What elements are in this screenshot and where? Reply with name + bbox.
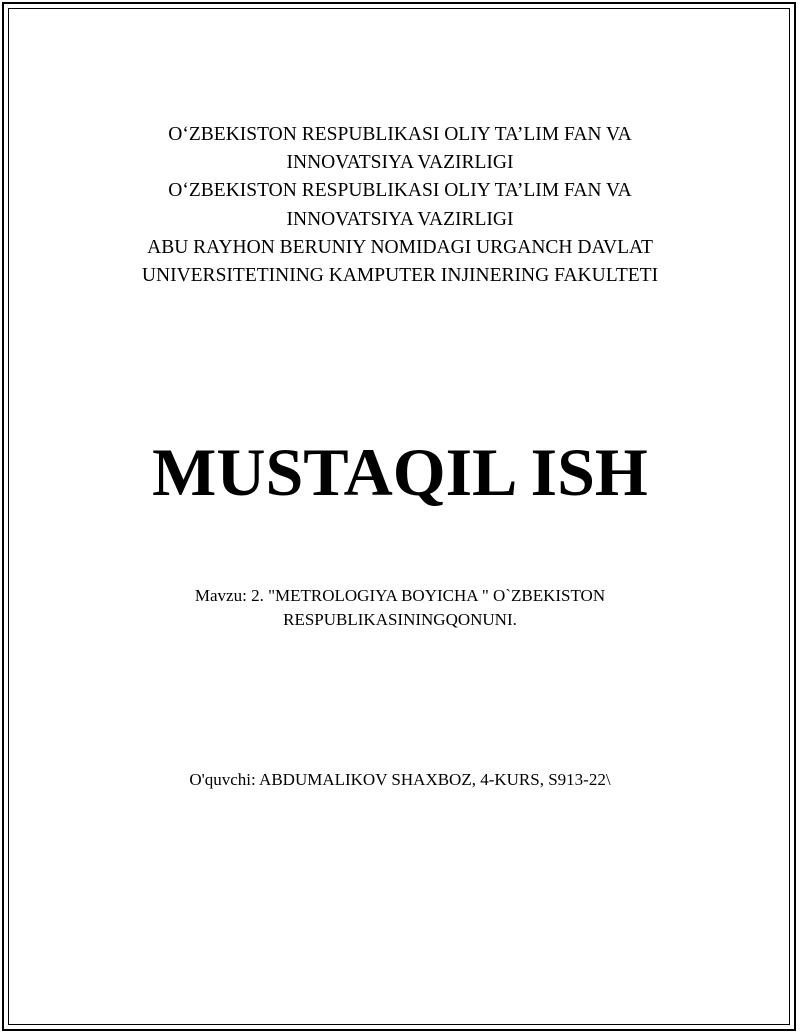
ministry-header [0,121,800,290]
header-line: INNOVATSIYA VAZIRLIGI [286,152,514,174]
header-line: O‘ZBEKISTON RESPUBLIKASI OLIY TA’LIM FAN VA [168,180,632,202]
document-title: MUSTAQIL ISH [152,434,648,510]
header-line: ABU RAYHON BERUNIY NOMIDAGI URGANCH DAVLAT [147,236,653,258]
topic-line: RESPUBLIKASININGQONUNI. [283,609,517,629]
topic-block [0,584,800,631]
header-line: INNOVATSIYA VAZIRLIGI [286,208,514,230]
header-line: UNIVERSITETINING KAMPUTER INJINERING FAKULTETI [141,265,659,287]
topic-line: Mavzu: 2. "METROLOGIYA BOYICHA " O`ZBEKISTON [194,586,606,605]
header-line: O‘ZBEKISTON RESPUBLIKASI OLIY TA’LIM FAN VA [168,124,632,145]
student-info: O'quvchi: ABDUMALIKOV SHAXBOZ, 4-KURS, S913-22\ [189,770,611,789]
